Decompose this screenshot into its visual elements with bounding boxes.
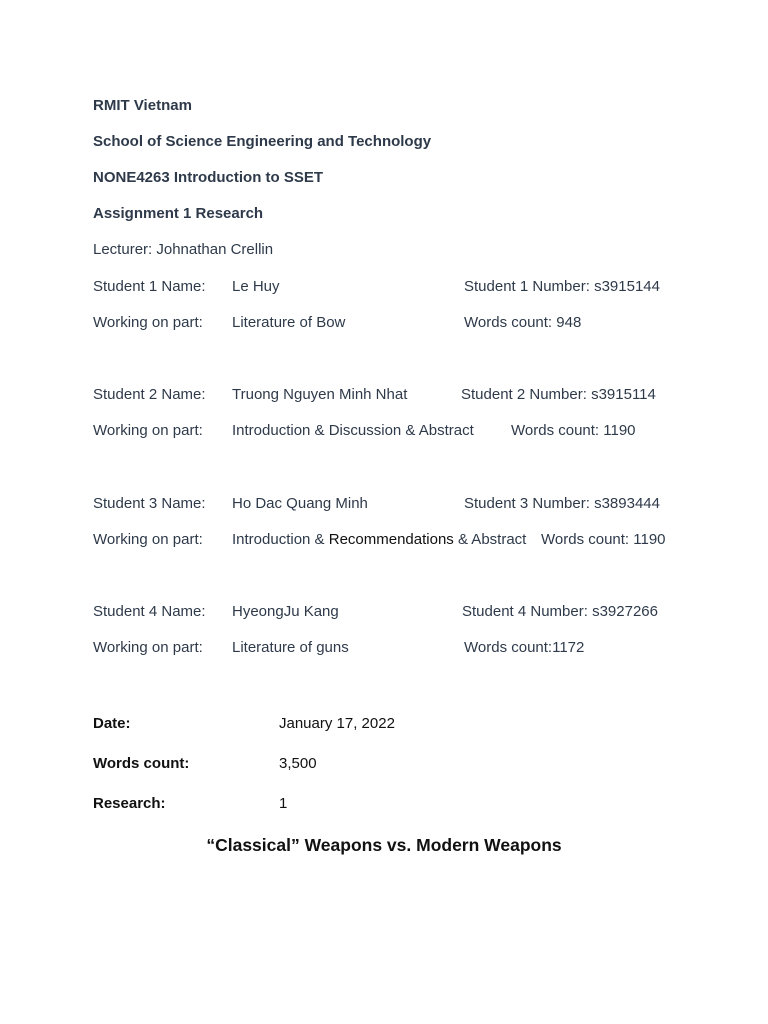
student-3-part-b: Recommendations — [328, 531, 454, 548]
student-4-name: HyeongJu Kang — [232, 603, 339, 620]
date-label: Date: — [93, 715, 131, 732]
student-2-words: Words count: 1190 — [511, 422, 636, 439]
assignment-name: Assignment 1 Research — [93, 205, 264, 222]
institution-name: RMIT Vietnam — [93, 97, 192, 114]
student-1-part: Literature of Bow — [232, 314, 346, 331]
date-value: January 17, 2022 — [279, 715, 395, 732]
course-name: NONE4263 Introduction to SSET — [93, 169, 324, 186]
student-1-words: Words count: 948 — [464, 314, 582, 331]
student-2-name: Truong Nguyen Minh Nhat — [232, 386, 408, 403]
student-3-number: Student 3 Number: s3893444 — [464, 495, 660, 512]
student-1-name: Le Huy — [232, 278, 280, 295]
school-name: School of Science Engineering and Technology — [93, 133, 432, 150]
student-2-part-label: Working on part: — [93, 422, 203, 439]
student-1-number: Student 1 Number: s3915144 — [464, 278, 660, 295]
student-2-name-label: Student 2 Name: — [93, 386, 206, 403]
student-4-name-label: Student 4 Name: — [93, 603, 206, 620]
student-3-part-a: Introduction & — [232, 531, 329, 548]
student-4-words: Words count:1172 — [464, 639, 585, 656]
document-title: “Classical” Weapons vs. Modern Weapons — [206, 835, 562, 855]
student-4-part: Literature of guns — [232, 639, 349, 656]
research-label: Research: — [93, 795, 166, 812]
student-1-name-label: Student 1 Name: — [93, 278, 206, 295]
student-3-words: Words count: 1190 — [541, 531, 666, 548]
words-count-label: Words count: — [93, 755, 190, 772]
student-2-number: Student 2 Number: s3915114 — [461, 386, 656, 403]
student-3-part — [232, 531, 526, 549]
student-3-name: Ho Dac Quang Minh — [232, 495, 368, 512]
student-3-part-label: Working on part: — [93, 531, 203, 548]
student-1-part-label: Working on part: — [93, 314, 203, 331]
research-value: 1 — [279, 795, 288, 812]
words-count-value: 3,500 — [279, 755, 317, 772]
student-3-name-label: Student 3 Name: — [93, 495, 206, 512]
lecturer-line: Lecturer: Johnathan Crellin — [93, 241, 274, 258]
student-3-part-c: & Abstract — [453, 531, 527, 548]
student-2-part: Introduction & Discussion & Abstract — [232, 422, 474, 439]
student-4-part-label: Working on part: — [93, 639, 203, 656]
student-4-number: Student 4 Number: s3927266 — [462, 603, 658, 620]
